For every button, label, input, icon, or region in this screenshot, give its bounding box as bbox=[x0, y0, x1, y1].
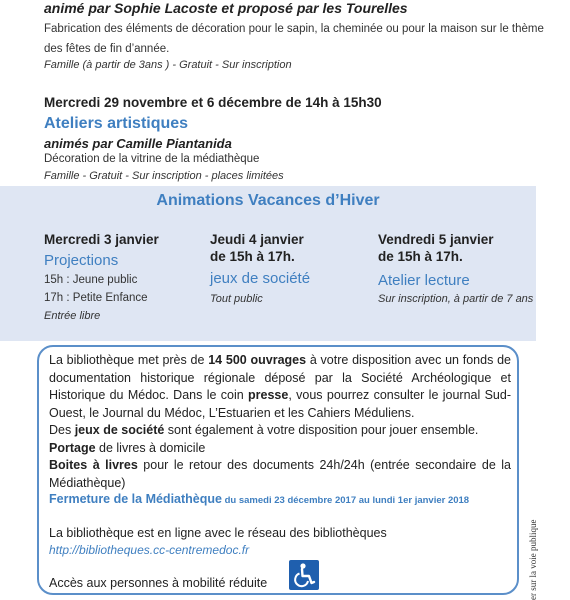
col3-date-line2: de 15h à 17h. bbox=[378, 249, 463, 264]
col1-line1: 15h : Jeune public bbox=[44, 274, 138, 286]
event1-description: Fabrication des éléments de décoration pour le sapin, la cheminée ou pour la maison sur le thème des fêtes de fin d’année. bbox=[44, 23, 544, 55]
col2-date-line2: de 15h à 17h. bbox=[210, 249, 295, 264]
col3-meta: Sur inscription, à partir de 7 ans bbox=[378, 293, 534, 305]
col2-title: jeux de société bbox=[210, 270, 311, 287]
col2-meta: Tout public bbox=[210, 293, 263, 305]
accessibility-text: Accès aux personnes à mobilité réduite bbox=[49, 576, 268, 590]
col1-date: Mercredi 3 janvier bbox=[44, 232, 159, 247]
side-note: er sur la voie publique bbox=[528, 519, 538, 600]
online-text: La bibliothèque est en ligne avec le réseau des bibliothèques bbox=[49, 526, 387, 540]
event1-meta: Famille (à partir de 3ans ) - Gratuit - Sur inscription bbox=[44, 59, 292, 71]
event2-date: Mercredi 29 novembre et 6 décembre de 14h à 15h30 bbox=[44, 95, 382, 110]
col1-line2: 17h : Petite Enfance bbox=[44, 292, 148, 304]
jeux-label: jeux de société bbox=[74, 423, 165, 437]
closure-dates: du samedi 23 décembre 2017 au lundi 1er janvier 2018 bbox=[221, 495, 470, 506]
closure-title: Fermeture de la Médiathèque bbox=[49, 492, 222, 506]
col1-title: Projections bbox=[44, 252, 119, 269]
col1-meta: Entrée libre bbox=[44, 310, 101, 322]
presse-label: presse bbox=[248, 388, 289, 402]
col3-title: Atelier lecture bbox=[378, 272, 470, 289]
holidays-section bbox=[0, 186, 536, 341]
boites-label: Boites à livres bbox=[49, 458, 138, 472]
holidays-title: Animations Vacances d’Hiver bbox=[156, 192, 380, 209]
closure-notice bbox=[49, 490, 469, 508]
library-info-box bbox=[37, 345, 519, 595]
library-info-paragraph: La bibliothèque met près de 14 500 ouvrages à votre disposition avec un fonds de documentation historique régionale déposé par la Société Archéologique et Historique du Médoc. Dans le coin presse, vous pourrez consulter le journal Sud-Ouest, le Journal du Médoc, L’Estuarien et les Cahiers Méduliens. Des jeux de société sont également à votre disposition pour jouer ensemble. Portage de livres à domicile Boites à livres pour le retour des documents 24h/24h (entrée secondaire de la Médiathèque) bbox=[49, 353, 512, 490]
col2-date-line1: Jeudi 4 janvier bbox=[210, 232, 304, 247]
portage-label: Portage bbox=[49, 440, 96, 455]
event1-animator: animé par Sophie Lacoste et proposé par les Tourelles bbox=[44, 0, 408, 16]
event2-meta: Famille - Gratuit - Sur inscription - places limitées bbox=[44, 170, 284, 182]
ouvrages-count: 14 500 ouvrages bbox=[208, 353, 307, 367]
event2-description: Décoration de la vitrine de la médiathèque bbox=[44, 153, 260, 165]
library-url-link[interactable]: http://bibliotheques.cc-centremedoc.fr bbox=[49, 543, 250, 557]
event2-title: Ateliers artistiques bbox=[44, 115, 189, 132]
event2-animator: animés par Camille Piantanida bbox=[44, 136, 232, 151]
col3-date-line1: Vendredi 5 janvier bbox=[378, 232, 494, 247]
wheelchair-icon bbox=[289, 560, 319, 590]
